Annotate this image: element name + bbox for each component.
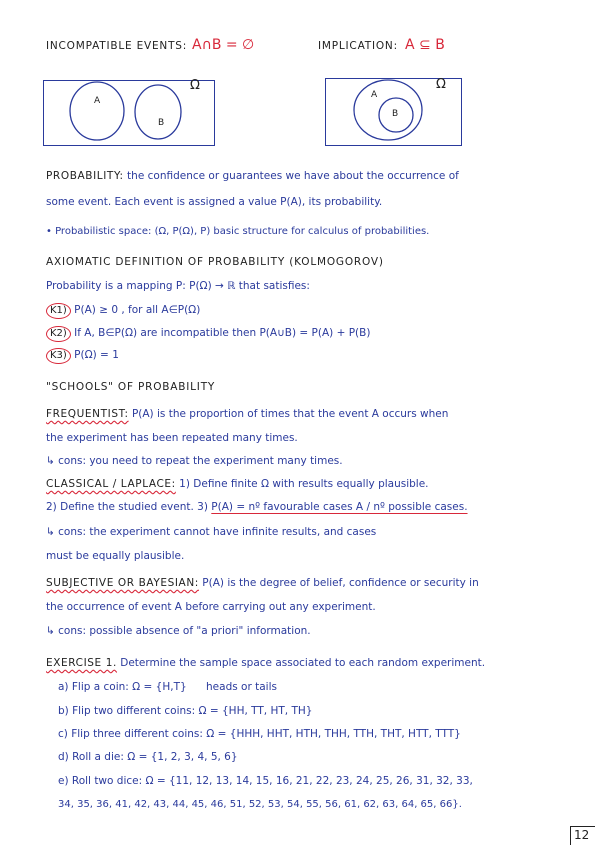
set-b-label-1: B xyxy=(158,118,165,128)
classical-heading: CLASSICAL / LAPLACE: xyxy=(46,478,176,490)
exercise-e-line-2: 34, 35, 36, 41, 42, 43, 44, 45, 46, 51, 52, 53, 54, 55, 56, 61, 62, 63, 64, 65, 66}. xyxy=(58,799,462,810)
frequentist-line xyxy=(46,408,448,420)
axiom-k2-text: If A, B∈P(Ω) are incompatible then P(A∪B) = P(A) + P(B) xyxy=(74,327,371,339)
set-b-circle-1 xyxy=(135,85,181,139)
frequentist-cons: ↳ cons: you need to repeat the experiment many times. xyxy=(46,455,343,467)
exercise-a xyxy=(58,681,277,693)
axiom-k2 xyxy=(46,326,370,342)
classical-cons: ↳ cons: the experiment cannot have infinite results, and cases xyxy=(46,526,377,538)
exercise-b-value: Ω = {HH, TT, HT, TH} xyxy=(198,705,313,717)
subjective-text: P(A) is the degree of belief, confidence or security in xyxy=(202,577,479,589)
schools-heading: "SCHOOLS" OF PROBABILITY xyxy=(46,381,216,393)
exercise-a-note: heads or tails xyxy=(206,681,277,693)
probability-line-2: some event. Each event is assigned a value P(A), its probability. xyxy=(46,196,383,208)
classical-text: 1) Define finite Ω with results equally plausible. xyxy=(179,478,429,490)
axiomatic-intro: Probability is a mapping P: P(Ω) → ℝ that satisfies: xyxy=(46,280,310,292)
exercise-c-label: c) Flip three different coins: xyxy=(58,728,203,740)
axiom-k2-tag: K2) xyxy=(46,326,71,342)
omega-label-1: Ω xyxy=(190,78,200,93)
subjective-line-2: the occurrence of event A before carrying out any experiment. xyxy=(46,601,376,613)
exercise-e-value: Ω = {11, 12, 13, 14, 15, 16, 21, 22, 23, 24, 25, 26, 31, 32, 33, xyxy=(145,775,473,787)
set-a-label-1: A xyxy=(94,96,101,106)
frequentist-text: P(A) is the proportion of times that the event A occurs when xyxy=(131,408,449,420)
classical-line-2 xyxy=(46,501,468,513)
exercise-c xyxy=(58,728,461,740)
frequentist-line-2: the experiment has been repeated many times. xyxy=(46,432,298,444)
axiom-k3-tag: K3) xyxy=(46,348,71,364)
page-number: 12 xyxy=(574,828,590,842)
subjective-cons: ↳ cons: possible absence of "a priori" information. xyxy=(46,625,311,637)
incompatible-formula: A∩B = ∅ xyxy=(192,37,255,53)
page-number-frame xyxy=(570,826,595,845)
axiom-k3-text: P(Ω) = 1 xyxy=(74,349,119,361)
exercise-a-label: a) Flip a coin: xyxy=(58,681,129,693)
exercise-e-label: e) Roll two dice: xyxy=(58,775,143,787)
exercise-c-value: Ω = {HHH, HHT, HTH, THH, TTH, THT, HTT, TTT} xyxy=(206,728,461,740)
classical-line xyxy=(46,478,429,490)
classical-cons-2: must be equally plausible. xyxy=(46,550,185,562)
exercise-a-value: Ω = {H,T} xyxy=(132,681,187,693)
exercise-d xyxy=(58,751,238,763)
implication-label: IMPLICATION: xyxy=(318,40,398,52)
axiomatic-heading: AXIOMATIC DEFINITION OF PROBABILITY (KOLMOGOROV) xyxy=(46,256,384,268)
set-a-circle-1 xyxy=(70,82,124,140)
axiom-k1-tag: K1) xyxy=(46,303,71,319)
exercise-heading: EXERCISE 1. xyxy=(46,657,117,669)
probability-line-1 xyxy=(46,170,459,182)
probability-heading: PROBABILITY: xyxy=(46,170,124,182)
classical-step-2: 2) Define the studied event. 3) xyxy=(46,501,208,513)
exercise-b xyxy=(58,705,312,717)
exercise-b-label: b) Flip two different coins: xyxy=(58,705,196,717)
set-b-label-2: B xyxy=(392,109,399,119)
probabilistic-space: • Probabilistic space: (Ω, P(Ω), P) basic structure for calculus of probabilities. xyxy=(46,226,430,237)
subjective-heading: SUBJECTIVE OR BAYESIAN: xyxy=(46,577,199,589)
exercise-text: Determine the sample space associated to each random experiment. xyxy=(120,657,486,669)
exercise-d-label: d) Roll a die: xyxy=(58,751,124,763)
exercise-d-value: Ω = {1, 2, 3, 4, 5, 6} xyxy=(127,751,238,763)
subjective-line xyxy=(46,577,479,589)
axiom-k1 xyxy=(46,303,200,319)
implication-formula: A ⊆ B xyxy=(405,37,445,53)
probability-definition: the confidence or guarantees we have about the occurrence of xyxy=(127,170,459,182)
set-a-label-2: A xyxy=(371,90,378,100)
laplace-formula: P(A) = nº favourable cases A / nº possible cases. xyxy=(211,501,468,513)
exercise-line xyxy=(46,657,485,669)
exercise-e xyxy=(58,775,473,787)
incompatible-events-label: INCOMPATIBLE EVENTS: xyxy=(46,40,188,52)
frequentist-heading: FREQUENTIST: xyxy=(46,408,129,420)
axiom-k3 xyxy=(46,348,119,364)
omega-label-2: Ω xyxy=(436,77,446,92)
axiom-k1-text: P(A) ≥ 0 , for all A∈P(Ω) xyxy=(74,304,201,316)
